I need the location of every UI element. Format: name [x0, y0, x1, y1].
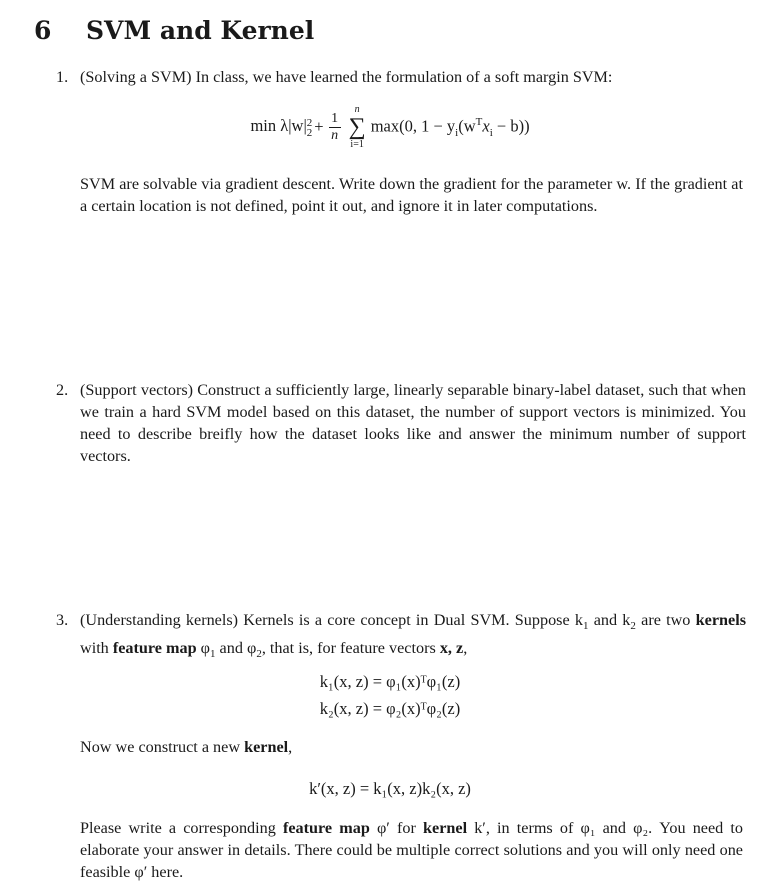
question-3-intro: (Understanding kernels) Kernels is a core concept in Dual SVM. Suppose $k_1$ and $k_2$ are two kernels with feature map $\varphi_1$ and $\varphi_2$, that is, for feature vectors x, z, — [80, 611, 746, 661]
feature-map-term: feature map — [112, 639, 197, 658]
kernels-term: kernels — [695, 611, 746, 629]
section-heading — [34, 16, 314, 45]
summation-symbol: n ∑ i=1 — [348, 104, 366, 150]
kernel-k2-equation: k₂(x, z) = φ₂(x)ᵀφ₂(z) — [319, 699, 461, 718]
question-3 — [56, 609, 746, 665]
section-title: SVM and Kernel — [86, 16, 315, 45]
question-1-body: SVM are solvable via gradient descent. Write down the gradient for the parameter w. If the gradient at a certain location is not defined, point it out, and ignore it in later computations. — [80, 175, 743, 215]
question-3-task: Please write a corresponding feature map φ′ for kernel k′, in terms of φ₁ and φ₂. You need to elaborate your answer in details. There could be multiple correct solutions and you will only need one feasible φ′ here. — [80, 819, 743, 881]
question-1-number: 1. — [56, 68, 69, 86]
objective-fraction: $\frac{1}{n}$ — [329, 111, 341, 144]
section-number: 6 — [34, 16, 52, 45]
question-2-text: (Support vectors) Construct a sufficiently large, linearly separable binary-label dataset, such that when we train a hard SVM model based on this dataset, the number of support vectors is minimized. You need to describe breifly how the dataset looks like and answer the minimum number of support vectors. — [80, 381, 746, 465]
kernel-k1-equation: k₁(x, z) = φ₁(x)ᵀφ₁(z) — [319, 672, 461, 691]
objective-min-term: min λ|w| 2 2 — [250, 116, 313, 139]
question-2-number: 2. — [56, 381, 69, 399]
question-3-number: 3. — [56, 611, 69, 629]
kernel-kprime-equation: k′(x, z) = k₁(x, z)k₂(x, z) — [309, 779, 471, 798]
question-1-intro: (Solving a SVM) In class, we have learned the formulation of a soft margin SVM: — [80, 68, 613, 86]
question-1 — [56, 66, 746, 88]
new-kernel-sentence: Now we construct a new kernel, — [80, 738, 293, 756]
question-2 — [56, 379, 746, 467]
objective-plus: + — [314, 117, 324, 136]
svm-objective-equation — [0, 104, 780, 154]
objective-hinge-term: max(0, $1 - y_i(w^Tx_i - b)$) — [370, 115, 530, 139]
